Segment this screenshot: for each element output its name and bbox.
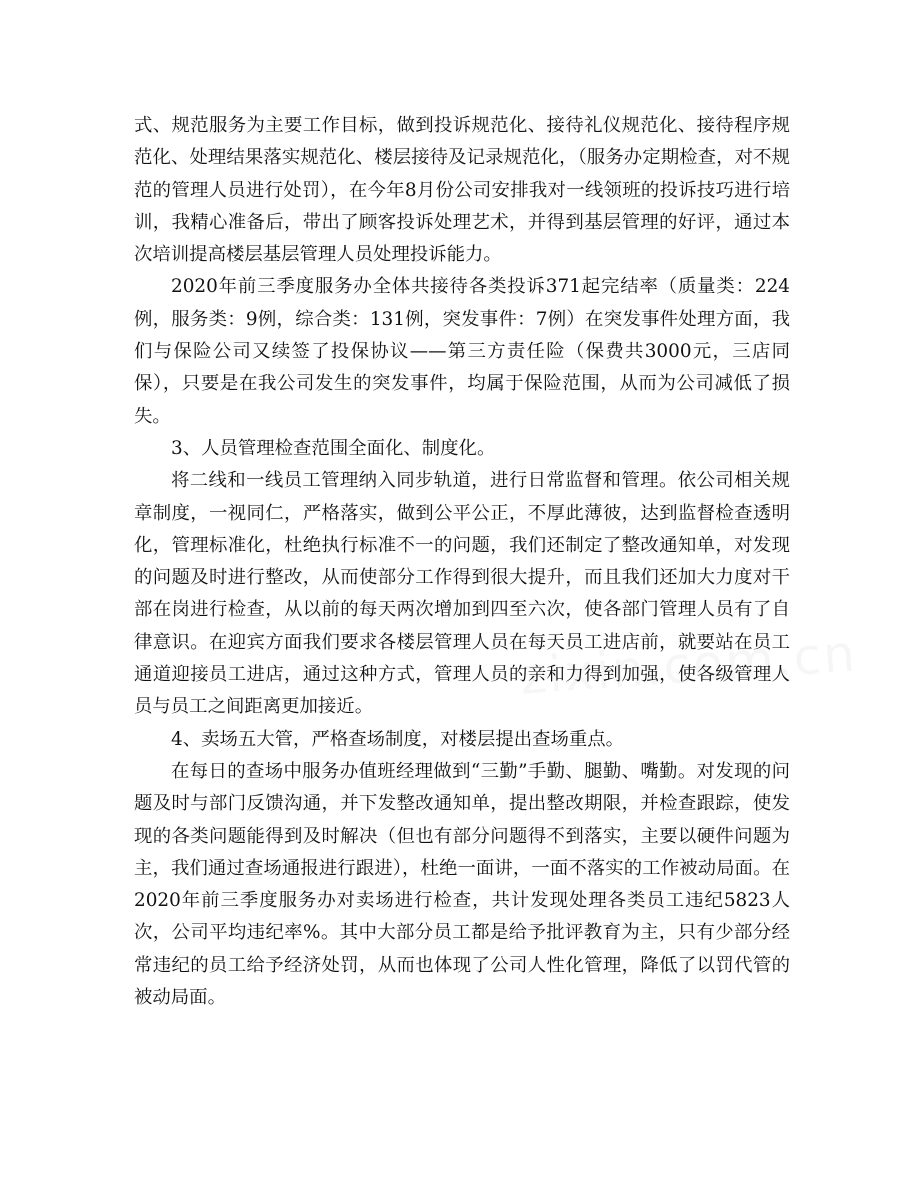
paragraph-4: 将二线和一线员工管理纳入同步轨道，进行日常监督和管理。依公司相关规章制度，一视同仁，严格落实，做到公平公正，不厚此薄彼，达到监督检查透明化，管理标准化，杜绝执行标准不一的问题，我们还制定了整改通知单，对发现的问题及时进行整改，从而使部分工作得到很大提升，而且我们还加大力度对干部在岗进行检查，从以前的每天两次增加到四至六次，使各部门管理人员有了自律意识。在迎宾方面我们要求各楼层管理人员在每天员工进店前，就要站在员工通道迎接员工进店，通过这种方式，管理人员的亲和力得到加强，使各级管理人员与员工之间距离更加接近。: [134, 470, 790, 718]
paragraph-6: 在每日的查场中服务办值班经理做到“三勤”手勤、腿勤、嘴勤。对发现的问题及时与部门反馈沟通，并下发整改通知单，提出整改期限，并检查跟踪，使发现的各类问题能得到及时解决（但也有部分问题得不到落实，主要以硬件问题为主，我们通过查场通报进行跟进），杜绝一面讲，一面不落实的工作被动局面。在2020年前三季度服务办对卖场进行检查，共计发现处理各类员工违纪5823人次，公司平均违纪率%。其中大部分员工都是给予批评教育为主，只有少部分经常违纪的员工给予经济处罚，从而也体现了公司人性化管理，降低了以罚代管的被动局面。: [134, 760, 790, 1009]
paragraph-1: 式、规范服务为主要工作目标，做到投诉规范化、接待礼仪规范化、接待程序规范化、处理结果落实规范化、楼层接待及记录规范化，（服务办定期检查，对不规范的管理人员进行处罚），在今年8月份公司安排我对一线领班的投诉技巧进行培训，我精心准备后，带出了顾客投诉处理艺术，并得到基层管理的好评，通过本次培训提高楼层基层管理人员处理投诉能力。: [134, 115, 790, 266]
section-heading-4: 4、卖场五大管，严格查场制度，对楼层提出查场重点。: [171, 728, 625, 750]
paragraph-2: 2020年前三季度服务办全体共接待各类投诉371起完结率（质量类：224例，服务类：9例，综合类：131例，突发事件：7例）在突发事件处理方面，我们与保险公司又续签了投保协议——第三方责任险（保费共3000元，三店同保），只要是在我公司发生的突发事件，均属于保险范围，从而为公司减低了损失。: [134, 276, 790, 427]
section-heading-3: 3、人员管理检查范围全面化、制度化。: [171, 437, 496, 459]
document-body: [134, 110, 790, 1014]
